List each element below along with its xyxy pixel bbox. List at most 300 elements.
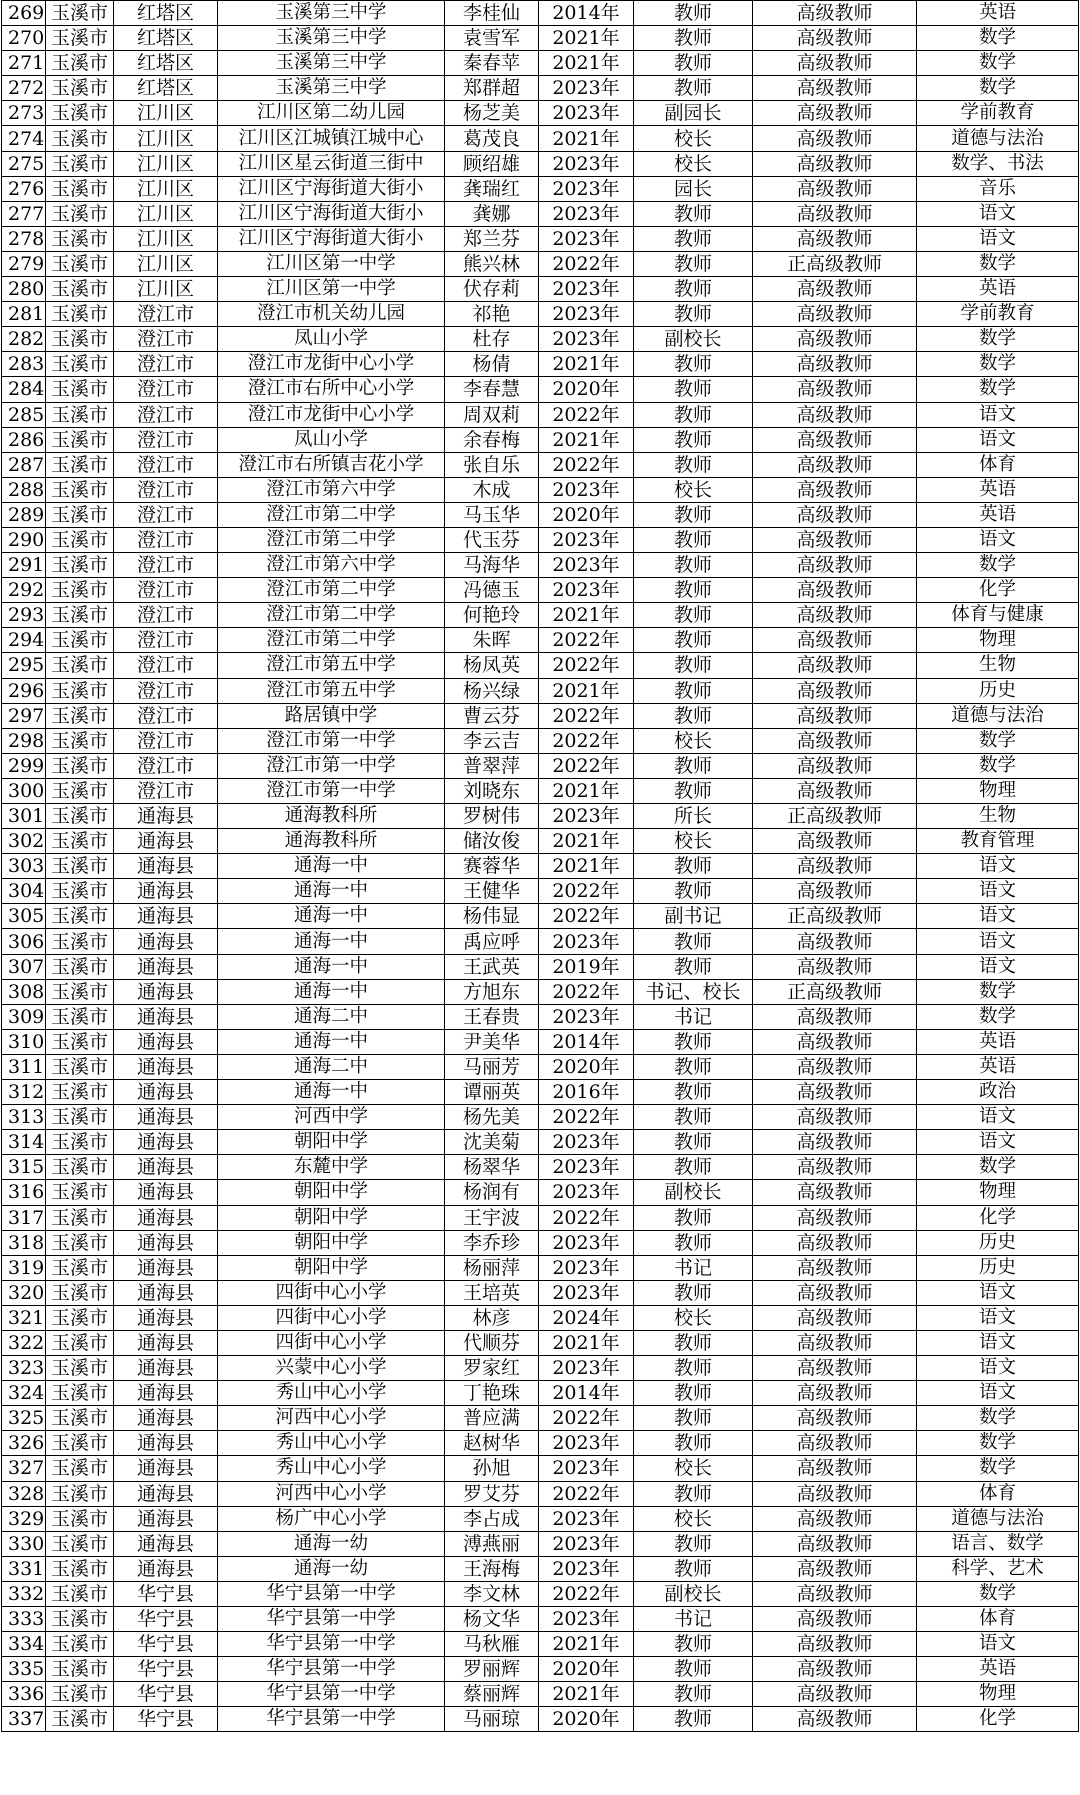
year-cell: 2020年	[539, 377, 634, 402]
city-cell: 玉溪市	[46, 76, 114, 101]
district-cell: 通海县	[114, 904, 218, 929]
city-cell: 玉溪市	[46, 1004, 114, 1029]
city-cell: 玉溪市	[46, 151, 114, 176]
row-number: 300	[2, 778, 46, 803]
row-number: 333	[2, 1607, 46, 1632]
year-cell: 2023年	[539, 176, 634, 201]
title-cell: 高级教师	[753, 1531, 917, 1556]
name-cell: 杨伟显	[445, 904, 539, 929]
table-row	[2, 879, 1079, 904]
year-cell: 2023年	[539, 201, 634, 226]
school-cell: 秀山中心小学	[218, 1456, 445, 1481]
table-row	[2, 678, 1079, 703]
table-row	[2, 1330, 1079, 1355]
school-cell: 朝阳中学	[218, 1230, 445, 1255]
year-cell: 2021年	[539, 1330, 634, 1355]
title-cell: 高级教师	[753, 101, 917, 126]
name-cell: 禹应呼	[445, 929, 539, 954]
school-cell: 朝阳中学	[218, 1180, 445, 1205]
position-cell: 教师	[634, 302, 753, 327]
title-cell: 高级教师	[753, 1406, 917, 1431]
position-cell: 教师	[634, 1531, 753, 1556]
subject-cell: 数学	[917, 1406, 1079, 1431]
table-row	[2, 553, 1079, 578]
school-cell: 朝阳中学	[218, 1205, 445, 1230]
district-cell: 通海县	[114, 829, 218, 854]
subject-cell: 语文	[917, 402, 1079, 427]
city-cell: 玉溪市	[46, 1657, 114, 1682]
title-cell: 高级教师	[753, 1255, 917, 1280]
title-cell: 高级教师	[753, 51, 917, 76]
city-cell: 玉溪市	[46, 51, 114, 76]
city-cell: 玉溪市	[46, 804, 114, 829]
row-number: 295	[2, 653, 46, 678]
city-cell: 玉溪市	[46, 201, 114, 226]
position-cell: 教师	[634, 502, 753, 527]
subject-cell: 语文	[917, 1305, 1079, 1330]
title-cell: 高级教师	[753, 477, 917, 502]
city-cell: 玉溪市	[46, 1105, 114, 1130]
year-cell: 2022年	[539, 904, 634, 929]
year-cell: 2023年	[539, 1280, 634, 1305]
district-cell: 澄江市	[114, 402, 218, 427]
name-cell: 杨翠华	[445, 1155, 539, 1180]
subject-cell: 语文	[917, 226, 1079, 251]
name-cell: 王培英	[445, 1280, 539, 1305]
row-number: 294	[2, 628, 46, 653]
year-cell: 2021年	[539, 427, 634, 452]
title-cell: 高级教师	[753, 879, 917, 904]
row-number: 291	[2, 553, 46, 578]
year-cell: 2022年	[539, 653, 634, 678]
city-cell: 玉溪市	[46, 1381, 114, 1406]
district-cell: 通海县	[114, 929, 218, 954]
row-number: 312	[2, 1080, 46, 1105]
city-cell: 玉溪市	[46, 854, 114, 879]
name-cell: 溥燕丽	[445, 1531, 539, 1556]
subject-cell: 数学	[917, 352, 1079, 377]
year-cell: 2023年	[539, 929, 634, 954]
subject-cell: 体育	[917, 1481, 1079, 1506]
city-cell: 玉溪市	[46, 829, 114, 854]
row-number: 290	[2, 527, 46, 552]
district-cell: 通海县	[114, 1531, 218, 1556]
table-row	[2, 1581, 1079, 1606]
table-row	[2, 1406, 1079, 1431]
title-cell: 高级教师	[753, 1029, 917, 1054]
row-number: 306	[2, 929, 46, 954]
position-cell: 教师	[634, 1280, 753, 1305]
teacher-list-table	[1, 0, 1079, 1732]
city-cell: 玉溪市	[46, 1205, 114, 1230]
subject-cell: 数学	[917, 1431, 1079, 1456]
school-cell: 澄江市第五中学	[218, 678, 445, 703]
city-cell: 玉溪市	[46, 1305, 114, 1330]
position-cell: 教师	[634, 527, 753, 552]
year-cell: 2020年	[539, 1707, 634, 1732]
district-cell: 澄江市	[114, 678, 218, 703]
district-cell: 通海县	[114, 1456, 218, 1481]
title-cell: 高级教师	[753, 753, 917, 778]
table-row	[2, 1356, 1079, 1381]
city-cell: 玉溪市	[46, 703, 114, 728]
city-cell: 玉溪市	[46, 251, 114, 276]
position-cell: 教师	[634, 1054, 753, 1079]
name-cell: 罗家红	[445, 1356, 539, 1381]
name-cell: 杨润有	[445, 1180, 539, 1205]
district-cell: 华宁县	[114, 1607, 218, 1632]
table-row	[2, 1255, 1079, 1280]
name-cell: 伏存莉	[445, 277, 539, 302]
title-cell: 高级教师	[753, 377, 917, 402]
school-cell: 凤山小学	[218, 327, 445, 352]
district-cell: 通海县	[114, 1280, 218, 1305]
position-cell: 教师	[634, 377, 753, 402]
name-cell: 赛蓉华	[445, 854, 539, 879]
subject-cell: 学前教育	[917, 302, 1079, 327]
city-cell: 玉溪市	[46, 628, 114, 653]
title-cell: 高级教师	[753, 1080, 917, 1105]
year-cell: 2023年	[539, 226, 634, 251]
subject-cell: 数学、书法	[917, 151, 1079, 176]
table-row	[2, 1054, 1079, 1079]
position-cell: 教师	[634, 1381, 753, 1406]
position-cell: 教师	[634, 226, 753, 251]
year-cell: 2023年	[539, 1356, 634, 1381]
year-cell: 2020年	[539, 502, 634, 527]
school-cell: 凤山小学	[218, 427, 445, 452]
subject-cell: 数学	[917, 1155, 1079, 1180]
row-number: 322	[2, 1330, 46, 1355]
school-cell: 澄江市第六中学	[218, 477, 445, 502]
city-cell: 玉溪市	[46, 1180, 114, 1205]
table-row	[2, 929, 1079, 954]
year-cell: 2023年	[539, 1255, 634, 1280]
table-row	[2, 226, 1079, 251]
name-cell: 王武英	[445, 954, 539, 979]
year-cell: 2023年	[539, 477, 634, 502]
district-cell: 红塔区	[114, 76, 218, 101]
city-cell: 玉溪市	[46, 653, 114, 678]
position-cell: 教师	[634, 678, 753, 703]
year-cell: 2023年	[539, 327, 634, 352]
title-cell: 高级教师	[753, 327, 917, 352]
year-cell: 2020年	[539, 1657, 634, 1682]
name-cell: 李云吉	[445, 728, 539, 753]
row-number: 277	[2, 201, 46, 226]
position-cell: 教师	[634, 929, 753, 954]
title-cell: 高级教师	[753, 126, 917, 151]
title-cell: 高级教师	[753, 1682, 917, 1707]
position-cell: 教师	[634, 1682, 753, 1707]
district-cell: 澄江市	[114, 327, 218, 352]
school-cell: 通海教科所	[218, 829, 445, 854]
subject-cell: 化学	[917, 1707, 1079, 1732]
table-body	[2, 1, 1079, 1732]
city-cell: 玉溪市	[46, 527, 114, 552]
table-row	[2, 1431, 1079, 1456]
table-row	[2, 829, 1079, 854]
district-cell: 红塔区	[114, 51, 218, 76]
school-cell: 江川区江城镇江城中心	[218, 126, 445, 151]
district-cell: 江川区	[114, 151, 218, 176]
table-row	[2, 804, 1079, 829]
school-cell: 通海一幼	[218, 1531, 445, 1556]
table-row	[2, 251, 1079, 276]
school-cell: 河西中心小学	[218, 1406, 445, 1431]
position-cell: 教师	[634, 1155, 753, 1180]
name-cell: 代顺芬	[445, 1330, 539, 1355]
city-cell: 玉溪市	[46, 904, 114, 929]
year-cell: 2021年	[539, 778, 634, 803]
position-cell: 教师	[634, 251, 753, 276]
table-row	[2, 101, 1079, 126]
district-cell: 澄江市	[114, 377, 218, 402]
position-cell: 教师	[634, 1230, 753, 1255]
name-cell: 王健华	[445, 879, 539, 904]
table-row	[2, 1682, 1079, 1707]
position-cell: 教师	[634, 854, 753, 879]
city-cell: 玉溪市	[46, 176, 114, 201]
position-cell: 书记	[634, 1004, 753, 1029]
title-cell: 高级教师	[753, 302, 917, 327]
city-cell: 玉溪市	[46, 1130, 114, 1155]
district-cell: 江川区	[114, 201, 218, 226]
position-cell: 教师	[634, 427, 753, 452]
table-row	[2, 1607, 1079, 1632]
school-cell: 四街中心小学	[218, 1330, 445, 1355]
position-cell: 教师	[634, 452, 753, 477]
school-cell: 江川区宁海街道大街小	[218, 176, 445, 201]
city-cell: 玉溪市	[46, 879, 114, 904]
title-cell: 高级教师	[753, 1381, 917, 1406]
subject-cell: 数学	[917, 1456, 1079, 1481]
school-cell: 河西中学	[218, 1105, 445, 1130]
name-cell: 王宇波	[445, 1205, 539, 1230]
position-cell: 教师	[634, 1029, 753, 1054]
school-cell: 四街中心小学	[218, 1280, 445, 1305]
district-cell: 通海县	[114, 804, 218, 829]
district-cell: 江川区	[114, 101, 218, 126]
title-cell: 高级教师	[753, 1607, 917, 1632]
row-number: 274	[2, 126, 46, 151]
row-number: 318	[2, 1230, 46, 1255]
name-cell: 袁雪军	[445, 26, 539, 51]
district-cell: 通海县	[114, 1205, 218, 1230]
district-cell: 通海县	[114, 1556, 218, 1581]
city-cell: 玉溪市	[46, 1556, 114, 1581]
position-cell: 教师	[634, 1, 753, 26]
table-row	[2, 327, 1079, 352]
subject-cell: 语文	[917, 1356, 1079, 1381]
table-row	[2, 1305, 1079, 1330]
row-number: 314	[2, 1130, 46, 1155]
school-cell: 通海教科所	[218, 804, 445, 829]
position-cell: 教师	[634, 1406, 753, 1431]
table-row	[2, 302, 1079, 327]
school-cell: 澄江市第二中学	[218, 603, 445, 628]
name-cell: 罗丽辉	[445, 1657, 539, 1682]
title-cell: 正高级教师	[753, 804, 917, 829]
title-cell: 高级教师	[753, 1632, 917, 1657]
title-cell: 正高级教师	[753, 979, 917, 1004]
district-cell: 通海县	[114, 1431, 218, 1456]
table-row	[2, 1080, 1079, 1105]
year-cell: 2023年	[539, 277, 634, 302]
year-cell: 2021年	[539, 829, 634, 854]
city-cell: 玉溪市	[46, 1155, 114, 1180]
row-number: 297	[2, 703, 46, 728]
year-cell: 2021年	[539, 854, 634, 879]
table-row	[2, 1531, 1079, 1556]
city-cell: 玉溪市	[46, 1707, 114, 1732]
position-cell: 教师	[634, 778, 753, 803]
title-cell: 高级教师	[753, 277, 917, 302]
row-number: 330	[2, 1531, 46, 1556]
row-number: 292	[2, 578, 46, 603]
title-cell: 高级教师	[753, 1130, 917, 1155]
table-row	[2, 1180, 1079, 1205]
subject-cell: 物理	[917, 1180, 1079, 1205]
district-cell: 红塔区	[114, 1, 218, 26]
year-cell: 2022年	[539, 628, 634, 653]
position-cell: 副校长	[634, 1180, 753, 1205]
year-cell: 2022年	[539, 728, 634, 753]
city-cell: 玉溪市	[46, 1230, 114, 1255]
row-number: 331	[2, 1556, 46, 1581]
title-cell: 高级教师	[753, 1, 917, 26]
table-row	[2, 979, 1079, 1004]
table-row	[2, 1481, 1079, 1506]
school-cell: 澄江市第二中学	[218, 502, 445, 527]
subject-cell: 英语	[917, 1054, 1079, 1079]
table-row	[2, 126, 1079, 151]
school-cell: 通海一中	[218, 879, 445, 904]
district-cell: 澄江市	[114, 703, 218, 728]
subject-cell: 数学	[917, 1581, 1079, 1606]
name-cell: 何艳玲	[445, 603, 539, 628]
row-number: 299	[2, 753, 46, 778]
row-number: 316	[2, 1180, 46, 1205]
title-cell: 高级教师	[753, 1105, 917, 1130]
year-cell: 2023年	[539, 101, 634, 126]
table-row	[2, 904, 1079, 929]
city-cell: 玉溪市	[46, 678, 114, 703]
title-cell: 高级教师	[753, 176, 917, 201]
subject-cell: 历史	[917, 678, 1079, 703]
school-cell: 通海一中	[218, 904, 445, 929]
table-row	[2, 1230, 1079, 1255]
position-cell: 教师	[634, 76, 753, 101]
city-cell: 玉溪市	[46, 553, 114, 578]
table-row	[2, 1280, 1079, 1305]
position-cell: 教师	[634, 1632, 753, 1657]
title-cell: 高级教师	[753, 1180, 917, 1205]
district-cell: 江川区	[114, 126, 218, 151]
name-cell: 罗艾芬	[445, 1481, 539, 1506]
table-row	[2, 527, 1079, 552]
district-cell: 江川区	[114, 226, 218, 251]
year-cell: 2021年	[539, 1682, 634, 1707]
row-number: 337	[2, 1707, 46, 1732]
district-cell: 通海县	[114, 1230, 218, 1255]
subject-cell: 数学	[917, 377, 1079, 402]
table-row	[2, 753, 1079, 778]
city-cell: 玉溪市	[46, 1456, 114, 1481]
row-number: 311	[2, 1054, 46, 1079]
position-cell: 校长	[634, 1456, 753, 1481]
school-cell: 澄江市龙街中心小学	[218, 352, 445, 377]
year-cell: 2021年	[539, 1632, 634, 1657]
school-cell: 通海一中	[218, 1029, 445, 1054]
row-number: 335	[2, 1657, 46, 1682]
year-cell: 2014年	[539, 1029, 634, 1054]
table-row	[2, 1707, 1079, 1732]
subject-cell: 语文	[917, 904, 1079, 929]
position-cell: 教师	[634, 954, 753, 979]
city-cell: 玉溪市	[46, 1506, 114, 1531]
row-number: 309	[2, 1004, 46, 1029]
school-cell: 华宁县第一中学	[218, 1581, 445, 1606]
row-number: 310	[2, 1029, 46, 1054]
position-cell: 教师	[634, 603, 753, 628]
title-cell: 高级教师	[753, 1481, 917, 1506]
city-cell: 玉溪市	[46, 402, 114, 427]
city-cell: 玉溪市	[46, 1607, 114, 1632]
district-cell: 通海县	[114, 854, 218, 879]
table-row	[2, 653, 1079, 678]
title-cell: 高级教师	[753, 653, 917, 678]
title-cell: 高级教师	[753, 628, 917, 653]
title-cell: 高级教师	[753, 1556, 917, 1581]
school-cell: 朝阳中学	[218, 1255, 445, 1280]
title-cell: 高级教师	[753, 1356, 917, 1381]
row-number: 285	[2, 402, 46, 427]
city-cell: 玉溪市	[46, 778, 114, 803]
subject-cell: 道德与法治	[917, 1506, 1079, 1531]
table-row	[2, 377, 1079, 402]
position-cell: 校长	[634, 477, 753, 502]
year-cell: 2022年	[539, 879, 634, 904]
position-cell: 教师	[634, 1481, 753, 1506]
district-cell: 华宁县	[114, 1657, 218, 1682]
subject-cell: 语文	[917, 201, 1079, 226]
school-cell: 江川区第一中学	[218, 251, 445, 276]
row-number: 334	[2, 1632, 46, 1657]
school-cell: 玉溪第三中学	[218, 76, 445, 101]
table-row	[2, 628, 1079, 653]
row-number: 324	[2, 1381, 46, 1406]
district-cell: 通海县	[114, 979, 218, 1004]
subject-cell: 语文	[917, 879, 1079, 904]
year-cell: 2023年	[539, 1230, 634, 1255]
title-cell: 高级教师	[753, 678, 917, 703]
row-number: 313	[2, 1105, 46, 1130]
name-cell: 杨倩	[445, 352, 539, 377]
position-cell: 教师	[634, 277, 753, 302]
title-cell: 高级教师	[753, 603, 917, 628]
city-cell: 玉溪市	[46, 452, 114, 477]
subject-cell: 英语	[917, 477, 1079, 502]
title-cell: 高级教师	[753, 854, 917, 879]
district-cell: 江川区	[114, 251, 218, 276]
district-cell: 通海县	[114, 879, 218, 904]
subject-cell: 语文	[917, 1330, 1079, 1355]
name-cell: 杨丽萍	[445, 1255, 539, 1280]
title-cell: 高级教师	[753, 151, 917, 176]
district-cell: 通海县	[114, 1004, 218, 1029]
district-cell: 通海县	[114, 1481, 218, 1506]
